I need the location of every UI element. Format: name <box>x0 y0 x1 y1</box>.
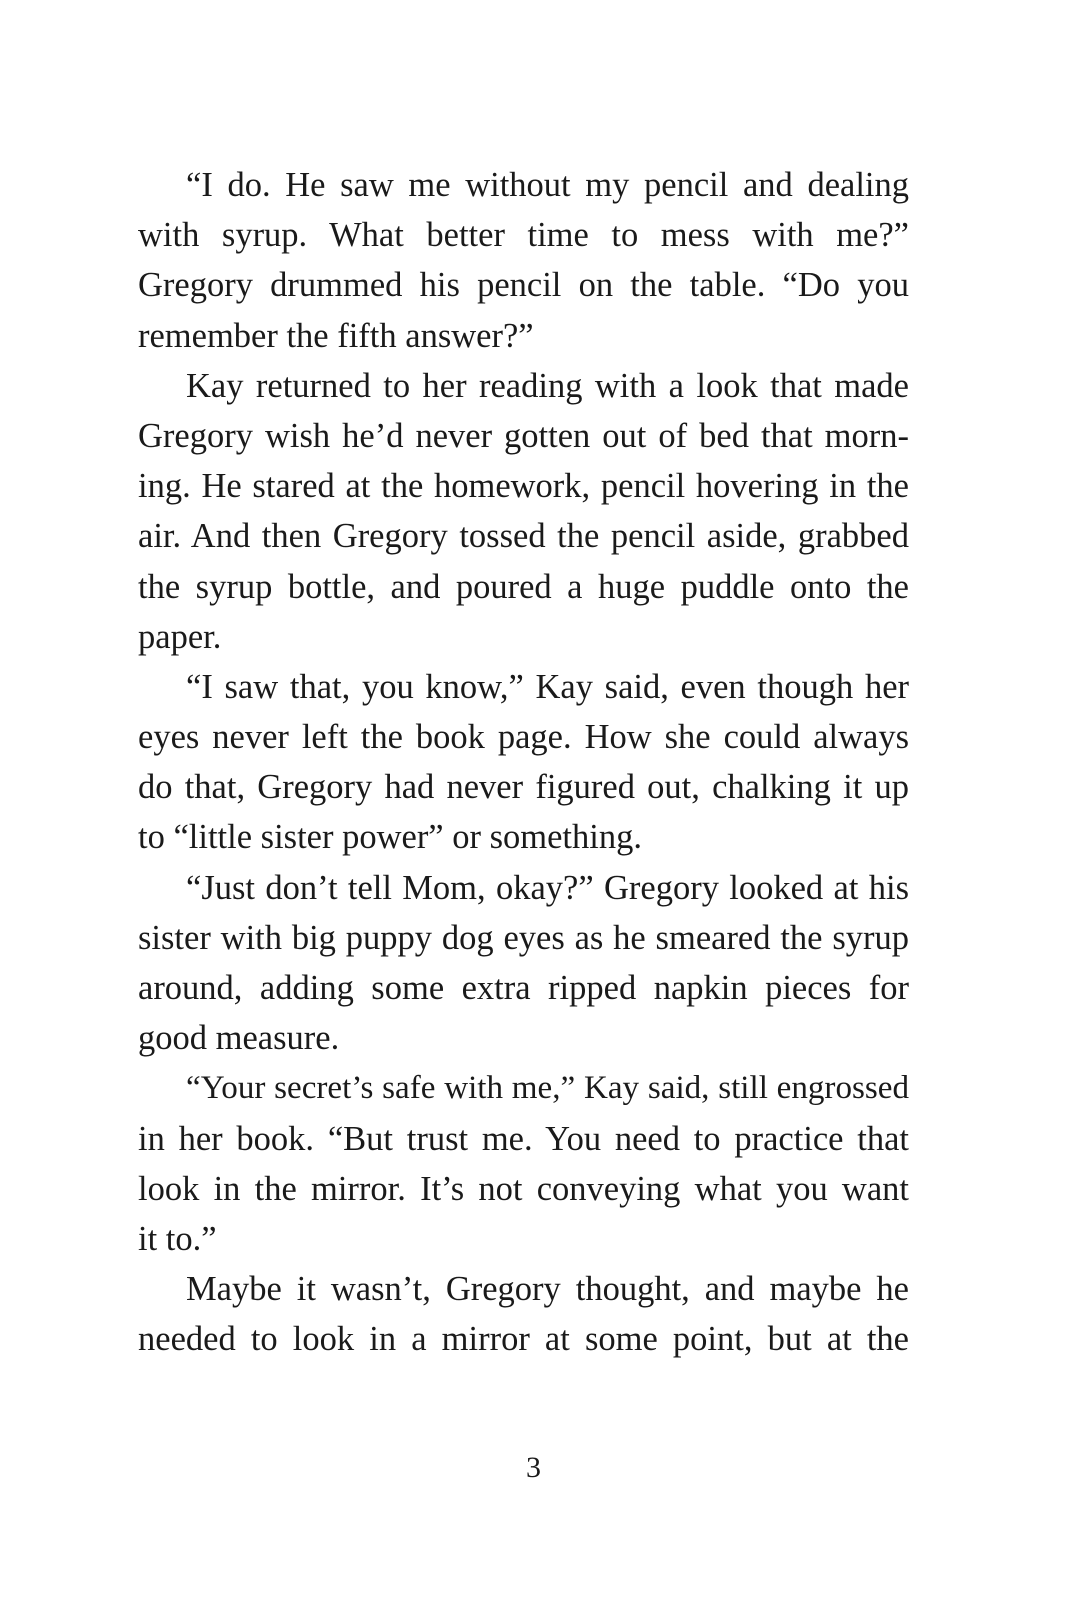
page-number: 3 <box>526 1451 541 1484</box>
text-line: Gregory drummed his pencil on the table. “Do you <box>138 266 909 305</box>
paragraph-5 <box>138 1063 909 1264</box>
paragraph-2 <box>138 361 909 662</box>
paragraph-4 <box>138 863 909 1064</box>
text-line: air. And then Gregory tossed the pencil aside, grabbed <box>138 517 909 556</box>
text-line: “Just don’t tell Mom, okay?” Gregory looked at his <box>186 868 909 907</box>
text-line: “Your secret’s safe with me,” Kay said, still engrossed <box>186 1070 909 1107</box>
text-line: paper. <box>138 617 222 656</box>
text-line: to “little sister power” or something. <box>138 818 642 857</box>
text-line: remember the fifth answer?” <box>138 316 534 355</box>
text-line: “I do. He saw me without my pencil and dealing <box>186 166 909 204</box>
text-line: the syrup bottle, and poured a huge puddle onto the <box>138 567 909 606</box>
text-line: needed to look in a mirror at some point, but at the <box>138 1320 909 1359</box>
text-line: sister with big puppy dog eyes as he smeared the syrup <box>138 918 909 957</box>
text-line: look in the mirror. It’s not conveying what you want <box>138 1169 909 1208</box>
paragraph-6 <box>138 1264 909 1364</box>
text-line: Gregory wish he’d never gotten out of bed that morn- <box>138 416 909 455</box>
paragraph-3 <box>138 662 909 863</box>
text-line: ing. He stared at the homework, pencil hovering in the <box>138 467 909 506</box>
text-line: in her book. “But trust me. You need to practice that <box>138 1119 909 1158</box>
text-line: “I saw that, you know,” Kay said, even though her <box>186 667 909 706</box>
text-line: with syrup. What better time to mess with me?” <box>138 216 909 255</box>
text-line: Kay returned to her reading with a look that made <box>186 366 909 405</box>
text-line: eyes never left the book page. How she could always <box>138 718 909 757</box>
paragraph-1 <box>138 160 909 361</box>
text-line: it to.” <box>138 1219 217 1258</box>
body-text <box>138 160 909 1365</box>
text-line: good measure. <box>138 1019 340 1058</box>
text-line: do that, Gregory had never figured out, chalking it up <box>138 768 909 807</box>
text-line: Maybe it wasn’t, Gregory thought, and maybe he <box>186 1270 909 1309</box>
text-line: around, adding some extra ripped napkin pieces for <box>138 969 909 1007</box>
